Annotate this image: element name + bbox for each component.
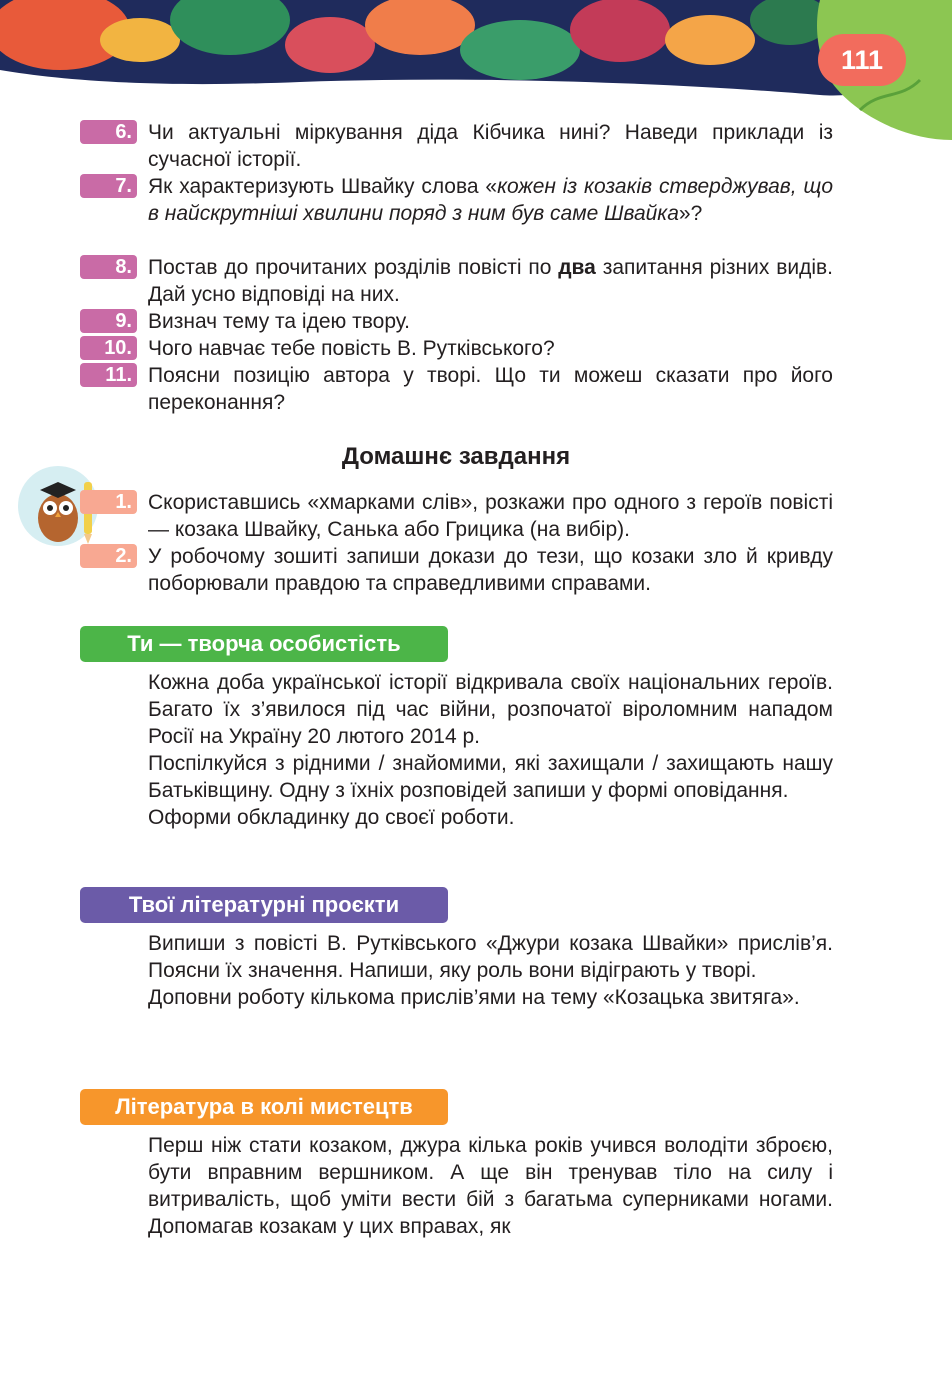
question-text-part: »? bbox=[678, 202, 703, 225]
homework-number-badge: 1. bbox=[80, 490, 137, 514]
creative-section-title: Ти — творча особистість bbox=[80, 626, 448, 662]
paragraph: Випиши з повісті В. Рутківського «Джури козака Швайки» прислів’я. Поясни їх значення. Напиши, яку роль вони відіграють у творі. bbox=[148, 932, 833, 982]
question-number-badge: 8. bbox=[80, 255, 137, 279]
question-item bbox=[80, 173, 840, 227]
homework-text: У робочому зошиті запиши докази до тези, що козаки зло й кривду поборювали правдою та справедливими справами. bbox=[148, 545, 833, 595]
page-number: 111 bbox=[818, 34, 906, 86]
projects-section-title: Твої літературні проєкти bbox=[80, 887, 448, 923]
question-text-part: Постав до прочитаних розділів повісті по bbox=[148, 256, 559, 279]
question-text-part: Визнач тему та ідею твору. bbox=[148, 310, 410, 333]
question-number-badge: 7. bbox=[80, 174, 137, 198]
arts-section-title: Література в колі мистецтв bbox=[80, 1089, 448, 1125]
paragraph: Кожна доба української історії відкривала своїх національних героїв. Багато їх з’явилося під час війни, розпочатої віроломним нападом Росії на Україну 20 лютого 2014 р. bbox=[148, 671, 833, 748]
paragraph: Оформи обкладинку до своєї роботи. bbox=[148, 806, 515, 829]
question-text-part: два bbox=[558, 256, 596, 279]
homework-number-badge: 2. bbox=[80, 544, 137, 568]
question-number-badge: 9. bbox=[80, 309, 137, 333]
question-item bbox=[80, 254, 840, 308]
question-number-badge: 10. bbox=[80, 336, 137, 360]
question-text bbox=[148, 254, 833, 308]
question-item bbox=[80, 362, 840, 416]
question-text-part: Як характеризують Швайку слова « bbox=[148, 175, 498, 198]
question-item bbox=[80, 119, 840, 173]
question-text-part: запитання різних видів. Дай усно відповіді на них. bbox=[148, 256, 833, 306]
paragraph: Доповни роботу кількома прислів’ями на тему «Козацька звитяга». bbox=[148, 986, 800, 1009]
question-text bbox=[148, 335, 833, 362]
question-text bbox=[148, 173, 833, 227]
question-text bbox=[148, 308, 833, 335]
question-text bbox=[148, 362, 833, 416]
question-text-part: кожен із козаків стверджував, що в найскрутніші хвилини поряд з ним був саме Швайка bbox=[148, 175, 833, 225]
creative-section-body bbox=[148, 669, 833, 831]
homework-title: Домашнє завдання bbox=[341, 443, 571, 470]
question-text bbox=[148, 119, 833, 173]
projects-section-body bbox=[148, 930, 833, 1011]
question-number-badge: 11. bbox=[80, 363, 137, 387]
homework-text: Скориставшись «хмарками слів», розкажи про одного з героїв повісті — козака Швайку, Санька або Грицика (на вибір). bbox=[148, 491, 833, 541]
homework-item bbox=[80, 543, 840, 597]
question-number-badge: 6. bbox=[80, 120, 137, 144]
question-text-part: Чого навчає тебе повість В. Рутківського? bbox=[148, 337, 555, 360]
question-text-part: Чи актуальні міркування діда Кібчика нині? Наведи приклади із сучасної історії. bbox=[148, 121, 833, 171]
paragraph: Перш ніж стати козаком, джура кілька років учився володіти зброєю, бути вправним вершником. А ще він тренував тіло на силу і витривалість, щоб уміти вести бій з багатьма суперниками ногами. Допомагав козакам у цих вправах, як bbox=[148, 1134, 833, 1238]
paragraph: Поспілкуйся з рідними / знайомими, які захищали / захищають нашу Батьківщину. Одну з їхніх розповідей запиши у формі оповідання. bbox=[148, 752, 833, 802]
homework-item bbox=[80, 489, 840, 543]
question-text-part: Поясни позицію автора у творі. Що ти можеш сказати про його переконання? bbox=[148, 364, 833, 414]
question-item bbox=[80, 335, 840, 362]
arts-section-body bbox=[148, 1132, 833, 1240]
question-item bbox=[80, 308, 840, 335]
